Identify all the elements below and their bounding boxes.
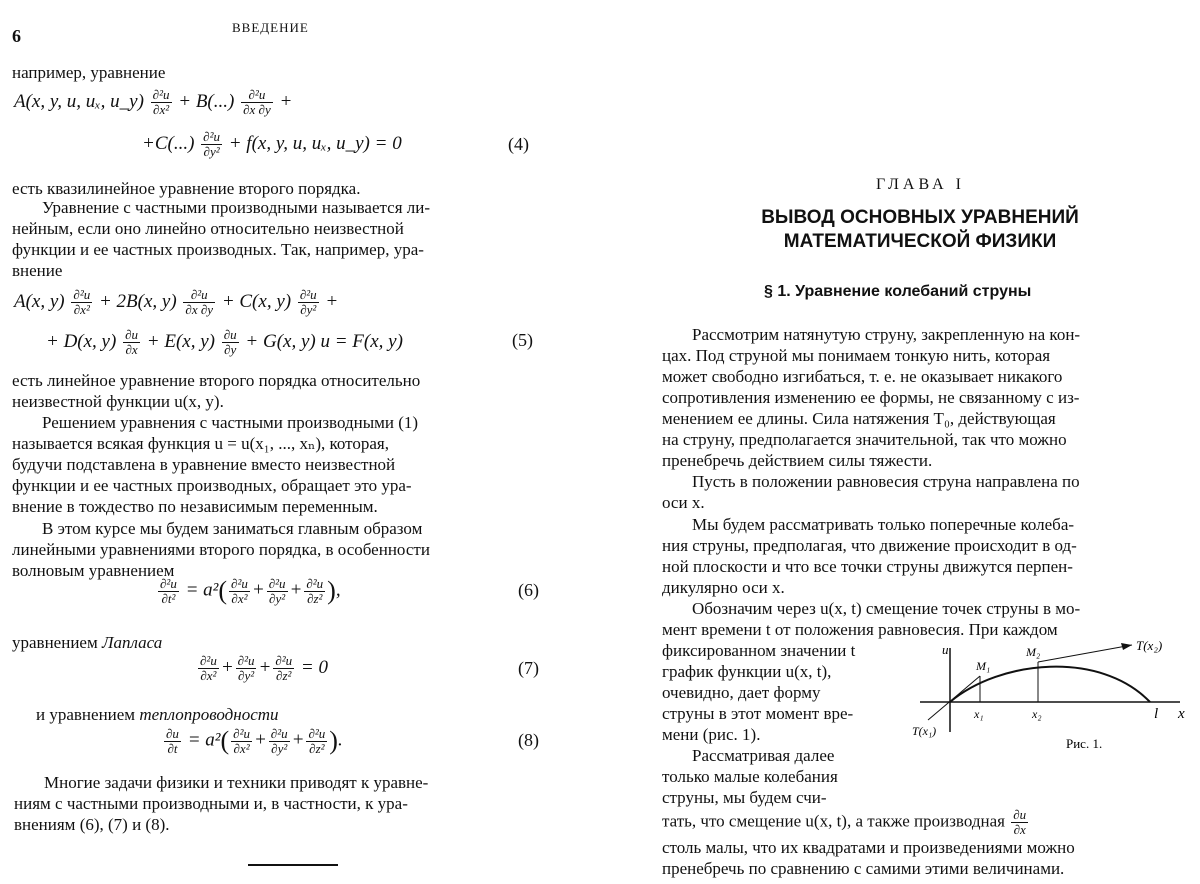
x-axis-label: x: [1178, 706, 1185, 722]
chapter-label: ГЛАВА I: [876, 176, 965, 193]
quasilinear-text: есть квазилинейное уравнение второго порядка.: [12, 179, 361, 198]
final-paragraph: Многие задачи физики и техники приводят к уравне- ниям с частными производными и, в частности, к ура- внениям (6), (7) и (8).: [14, 773, 429, 834]
tension-x1-label: T(x₁): [912, 724, 937, 738]
displacement-paragraph: Обозначим через u(x, t) смещение точек струны в мо- мент времени t от положения равновесия. При каждом: [662, 599, 1081, 639]
equation-7: $\frac{\text{∂²u}}{\text{∂x²}}$ + $\frac{\text{∂²u}}{\text{∂y²}}$ + $\frac{\text{∂²u}}{\text{∂z²}}$ = 0: [200, 653, 328, 683]
eq4-coef-c: +C(...): [142, 132, 195, 154]
linear-definition-paragraph: Уравнение с частными производными называется ли- нейным, если оно линейно относительно неизвестной функции и ее частных производных. Так, например, ура- внение: [12, 198, 431, 280]
eq4-coef-b: + B(...): [178, 90, 235, 112]
eq4-rest: + f(x, y, u, uₓ, u_y) = 0: [228, 132, 402, 154]
derivative-paragraph: тать, что смещение u(x, t), а также производная $\frac{\partial u}{\partial x}$ столь малы, что их квадратами и произведениями можно пренебречь по сравнению с самими этими величинами.: [662, 807, 1075, 878]
equation-6: $\frac{\text{∂²u}}{\text{∂t²}}$ = a²( $\frac{\text{∂²u}}{\text{∂x²}}$ + $\frac{\text{∂²u}}{\text{∂y²}}$ + $\frac{\text{∂²u}}{\text{∂z²}}$ ),: [160, 575, 341, 606]
tension-arrow-x2: [1038, 645, 1132, 662]
m2-label: M₂: [1026, 645, 1041, 659]
equation-7-number: (7): [518, 658, 539, 678]
right-page: [640, 0, 1200, 884]
du-dy-fraction: $\frac{\partial u}{\partial y}$: [223, 327, 237, 357]
l-label: l: [1154, 706, 1159, 722]
u-axis-label: u: [942, 642, 949, 657]
eq4-coef-a: A(x, y, u, uₓ, u_y): [14, 90, 144, 112]
narrow-text-column: фиксированном значении t график функции u(x, t), очевидно, дает форму струны в этот момент вре- мени (рис. 1). Рассматривая далее только малые колебания струны, мы будем счи-: [662, 641, 856, 807]
d2u-dx2-fraction: $\frac{\text{∂²u}}{\text{∂x²}}$: [152, 87, 170, 117]
figure-1-string-diagram: [910, 640, 1200, 770]
solution-definition-paragraph: Решением уравнения с частными производными (1) называется всякая функция u = u(x₁, ..., xₙ), которая, будучи подставлена в уравнение вместо неизвестной функции и ее частных производных, обращает это ура- внение в тождество по независимым переменным.: [12, 413, 419, 516]
page-number: 6: [12, 26, 21, 46]
heat-text: и уравнением теплопроводности: [36, 705, 279, 724]
figure-caption: Рис. 1.: [1066, 736, 1103, 751]
left-page: [0, 0, 560, 884]
arrowhead-icon: [1121, 643, 1132, 650]
x1-label: x₁: [974, 707, 984, 721]
chapter-title: ВЫВОД ОСНОВНЫХ УРАВНЕНИЙ МАТЕМАТИЧЕСКОЙ ФИЗИКИ: [761, 207, 1079, 252]
d2u-dxdy-fraction: $\frac{\text{∂²u}}{\partial x \partial y}$: [185, 287, 214, 317]
m1-label: M₁: [976, 659, 991, 673]
linear-paragraph: есть линейное уравнение второго порядка относительно неизвестной функции u(x, y).: [12, 371, 421, 411]
equilibrium-paragraph: Пусть в положении равновесия струна направлена по оси x.: [662, 472, 1080, 512]
d2u-dx2-fraction: $\frac{\text{∂²u}}{\text{∂x²}}$: [73, 287, 91, 317]
d2u-dy2-fraction: $\frac{\text{∂²u}}{\text{∂y²}}$: [299, 287, 317, 317]
course-paragraph: В этом курсе мы будем заниматься главным образом линейными уравнениями второго порядка, в особенности волновым уравнением: [12, 519, 430, 580]
string-definition-paragraph: Рассмотрим натянутую струну, закрепленную на кон- цах. Под струной мы понимаем тонкую нить, которая может свободно изгибаться, т. е. не оказывает никакого сопротивления изменению ее формы, не связанному с из- менением ее длины. Сила натяжения T₀, действующая на струну, предполагается значительной, так что можно пренебречь действием силы тяжести.: [662, 325, 1081, 470]
equation-5-line2: + D(x, y) $\frac{\partial u}{\partial x}$ + E(x, y) $\frac{\partial u}{\partial y}$ + G(x, y) u = F(x, y): [46, 327, 403, 357]
equation-8: $\frac{\partial u}{\partial t}$ = a²( $\frac{\text{∂²u}}{\text{∂x²}}$ + $\frac{\text{∂²u}}{\text{∂y²}}$ + $\frac{\text{∂²u}}{\text{∂z²}}$ ).: [166, 725, 343, 756]
du-dx-fraction: $\frac{\partial u}{\partial x}$: [125, 327, 139, 357]
equation-5-line1: A(x, y) $\frac{\text{∂²u}}{\text{∂x²}}$ + 2B(x, y) $\frac{\text{∂²u}}{\partial x \partial y}$ + C(x, y) $\frac{\text{∂²u}}{\text{∂y²}}$ +: [14, 287, 339, 317]
equation-6-number: (6): [518, 580, 539, 600]
section-title: § 1. Уравнение колебаний струны: [764, 283, 1032, 300]
x2-label: x₂: [1032, 707, 1042, 721]
equation-5-number: (5): [512, 330, 533, 350]
tension-arrow-x1: [928, 676, 980, 720]
du-dx-fraction: $\frac{\partial u}{\partial x}$: [1013, 807, 1027, 837]
tension-x2-label: T(x₂): [1136, 640, 1163, 653]
equation-8-number: (8): [518, 730, 539, 750]
page-end-rule: [248, 864, 338, 866]
intro-text: например, уравнение: [12, 63, 166, 82]
laplace-text: уравнением Лапласа: [12, 633, 163, 652]
running-head: ВВЕДЕНИЕ: [232, 20, 309, 35]
equation-4-line2: [142, 130, 402, 159]
d2u-dxdy-fraction: $\frac{\text{∂²u}}{\partial x \partial y}$: [243, 87, 271, 117]
equation-4-line1: A(x, y, u, uₓ, u_y) $\frac{\text{∂²u}}{\text{∂x²}}$ + B(...) $\frac{\text{∂²u}}{\partial x \partial y}$ +: [14, 87, 293, 117]
transverse-paragraph: Мы будем рассматривать только поперечные колеба- ния струны, предполагая, что движение происходит в од- ной плоскости и что все точки струны движутся перпен- дикулярно оси x.: [662, 515, 1077, 597]
d2u-dy2-fraction: $\frac{\text{∂²u}}{\text{∂y²}}$: [203, 129, 220, 159]
equation-4-number: (4): [508, 134, 529, 154]
